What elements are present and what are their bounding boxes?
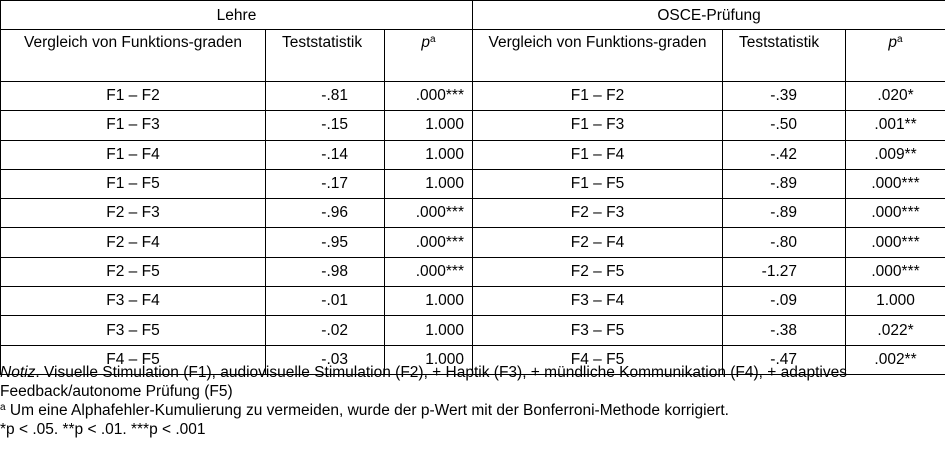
statistic-cell: -.80 xyxy=(723,228,846,257)
table-row xyxy=(1,287,945,316)
statistic-cell: -.42 xyxy=(723,140,846,169)
table-row xyxy=(1,140,945,169)
p-value-cell: 1.000 xyxy=(385,316,473,345)
header-comparison-left: Vergleich von Funktions-graden xyxy=(1,30,266,82)
table-row xyxy=(1,111,945,140)
comparison-cell: F3 – F5 xyxy=(473,316,723,345)
p-value-cell: .000*** xyxy=(846,257,945,286)
p-value-cell: .020* xyxy=(846,82,945,111)
header-p-right: $p^a$ xyxy=(846,30,945,82)
comparison-cell: F1 – F2 xyxy=(1,82,266,111)
table-row xyxy=(1,169,945,198)
p-value-cell: .000*** xyxy=(385,257,473,286)
p-value-cell: .002** xyxy=(846,345,945,374)
p-value-cell: .000*** xyxy=(385,228,473,257)
statistic-cell: -1.27 xyxy=(723,257,846,286)
footnote-text: Um eine Alphafehler-Kumulierung zu vermeiden, wurde der p-Wert mit der Bonferroni-Methode korrigiert. xyxy=(5,402,729,419)
statistic-cell: -.96 xyxy=(266,199,385,228)
p-value-cell: .000*** xyxy=(385,82,473,111)
p-value-cell: .000*** xyxy=(846,228,945,257)
table-row xyxy=(1,82,945,111)
statistic-cell: -.39 xyxy=(723,82,846,111)
significance-line: *p < .05. **p < .01. ***p < .001 xyxy=(0,421,206,438)
p-value-cell: 1.000 xyxy=(385,345,473,374)
p-value-cell: .000*** xyxy=(385,199,473,228)
comparison-cell: F2 – F4 xyxy=(1,228,266,257)
notiz-label: Notiz xyxy=(0,364,36,381)
column-header-row xyxy=(1,30,945,82)
group-header-row xyxy=(1,1,945,30)
comparison-cell: F3 – F4 xyxy=(473,287,723,316)
comparison-cell: F1 – F2 xyxy=(473,82,723,111)
p-value-cell: .022* xyxy=(846,316,945,345)
comparison-cell: F3 – F5 xyxy=(1,316,266,345)
header-statistic-right: Teststatistik xyxy=(723,30,846,82)
notiz-line xyxy=(0,363,945,401)
statistic-cell: -.38 xyxy=(723,316,846,345)
comparison-cell: F2 – F3 xyxy=(1,199,266,228)
table-row xyxy=(1,257,945,286)
statistic-cell: -.50 xyxy=(723,111,846,140)
p-value-cell: .001** xyxy=(846,111,945,140)
comparison-cell: F1 – F5 xyxy=(473,169,723,198)
p-value-cell: .009** xyxy=(846,140,945,169)
header-statistic-left: Teststatistik xyxy=(266,30,385,82)
notiz-text: . Visuelle Stimulation (F1), audiovisuelle Stimulation (F2), + Haptik (F3), + mündliche Kommunikation (F4), + adaptives Feedback/autonome Prüfung (F5) xyxy=(0,364,847,400)
p-value-cell: 1.000 xyxy=(385,111,473,140)
table-row xyxy=(1,199,945,228)
p-value-cell: .000*** xyxy=(846,199,945,228)
statistic-cell: -.98 xyxy=(266,257,385,286)
p-value-cell: 1.000 xyxy=(385,169,473,198)
footnote-marker: a xyxy=(0,402,6,413)
p-value-cell: 1.000 xyxy=(385,287,473,316)
table-row xyxy=(1,316,945,345)
table-row xyxy=(1,228,945,257)
statistic-cell: -.17 xyxy=(266,169,385,198)
group-header-osce: OSCE-Prüfung xyxy=(473,1,945,30)
statistic-cell: -.47 xyxy=(723,345,846,374)
comparison-cell: F2 – F3 xyxy=(473,199,723,228)
comparison-cell: F2 – F4 xyxy=(473,228,723,257)
header-p-left: $p^a$ xyxy=(385,30,473,82)
comparison-cell: F2 – F5 xyxy=(1,257,266,286)
comparison-cell: F4 – F5 xyxy=(473,345,723,374)
comparison-cell: F1 – F4 xyxy=(1,140,266,169)
table-notes xyxy=(0,363,945,439)
header-comparison-right: Vergleich von Funktions-graden xyxy=(473,30,723,82)
statistic-cell: -.89 xyxy=(723,169,846,198)
comparison-cell: F1 – F4 xyxy=(473,140,723,169)
p-value-cell: 1.000 xyxy=(846,287,945,316)
footnote-line xyxy=(0,401,945,420)
statistic-cell: -.14 xyxy=(266,140,385,169)
comparison-cell: F3 – F4 xyxy=(1,287,266,316)
statistic-cell: -.81 xyxy=(266,82,385,111)
p-value-cell: .000*** xyxy=(846,169,945,198)
statistic-cell: -.09 xyxy=(723,287,846,316)
group-header-lehre: Lehre xyxy=(1,1,473,30)
comparison-cell: F1 – F5 xyxy=(1,169,266,198)
comparison-cell: F2 – F5 xyxy=(473,257,723,286)
statistic-cell: -.01 xyxy=(266,287,385,316)
comparison-cell: F1 – F3 xyxy=(473,111,723,140)
comparison-cell: F1 – F3 xyxy=(1,111,266,140)
statistic-cell: -.03 xyxy=(266,345,385,374)
statistic-cell: -.02 xyxy=(266,316,385,345)
comparison-cell: F4 – F5 xyxy=(1,345,266,374)
p-value-cell: 1.000 xyxy=(385,140,473,169)
statistic-cell: -.89 xyxy=(723,199,846,228)
statistic-cell: -.15 xyxy=(266,111,385,140)
statistic-cell: -.95 xyxy=(266,228,385,257)
